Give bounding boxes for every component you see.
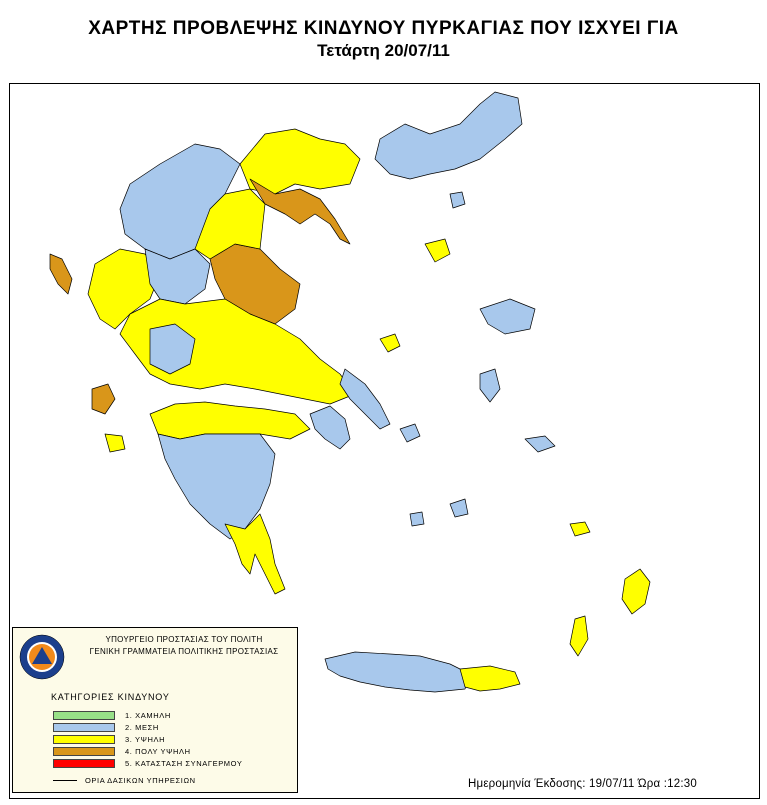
island-karpathos — [570, 616, 588, 656]
issue-date: Ημερομηνία Έκδοσης: 19/07/11 Ώρα :12:30 — [468, 778, 697, 790]
legend-label-low: 1. ΧΑΜΗΛΗ — [125, 710, 171, 720]
legend-row-alarm — [53, 758, 242, 768]
island-lemnos — [425, 239, 450, 262]
region-kefalonia — [92, 384, 115, 414]
legend-panel — [12, 627, 298, 793]
region-pindus — [145, 249, 210, 304]
island-thasos — [450, 192, 465, 208]
region-corfu — [50, 254, 72, 294]
region-chalkidiki — [250, 179, 350, 244]
legend-label-very-high: 4. ΠΟΛΥ ΥΨΗΛΗ — [125, 746, 191, 756]
swatch-medium — [53, 723, 115, 732]
legend-row-very-high — [53, 746, 191, 756]
region-rhodes — [622, 569, 650, 614]
legend-row-medium — [53, 722, 159, 732]
map-title — [0, 18, 767, 62]
swatch-alarm — [53, 759, 115, 768]
legend-label-boundaries: ΟΡΙΑ ΔΑΣΙΚΩΝ ΥΠΗΡΕΣΙΩΝ — [85, 776, 196, 785]
region-crete-east — [460, 666, 520, 691]
legend-row-boundaries — [53, 776, 196, 785]
region-attica — [310, 406, 350, 449]
region-crete-west — [325, 652, 470, 692]
region-achaia — [150, 402, 310, 439]
legend-label-medium: 2. ΜΕΣΗ — [125, 722, 159, 732]
region-thrace — [375, 92, 522, 179]
legend-row-high — [53, 734, 165, 744]
island-cyclades-2 — [450, 499, 468, 517]
title-line-1: ΧΑΡΤΗΣ ΠΡΟΒΛΕΨΗΣ ΚΙΝΔΥΝΟΥ ΠΥΡΚΑΓΙΑΣ ΠΟΥ ΙΣΧΥΕΙ ΓΙΑ — [88, 18, 679, 39]
island-cyclades-3 — [410, 512, 424, 526]
legend-row-low — [53, 710, 171, 720]
swatch-low — [53, 711, 115, 720]
title-date: Τετάρτη 20/07/11 — [317, 41, 450, 60]
categories-title: ΚΑΤΗΓΟΡΙΕΣ ΚΙΝΔΥΝΟΥ — [51, 692, 170, 702]
island-skyros — [380, 334, 400, 352]
boundary-line-symbol — [53, 780, 77, 781]
swatch-high — [53, 735, 115, 744]
island-chios — [480, 369, 500, 402]
island-samos — [525, 436, 555, 452]
ministry-line-1: ΥΠΟΥΡΓΕΙΟ ΠΡΟΣΤΑΣΙΑΣ ΤΟΥ ΠΟΛΙΤΗ — [105, 635, 263, 644]
region-zakynthos — [105, 434, 125, 452]
island-cyclades-1 — [400, 424, 420, 442]
region-evia — [340, 369, 390, 429]
ministry-name — [73, 634, 295, 658]
swatch-very-high — [53, 747, 115, 756]
legend-label-high: 3. ΥΨΗΛΗ — [125, 734, 166, 744]
legend-label-alarm: 5. ΚΑΤΑΣΤΑΣΗ ΣΥΝΑΓΕΡΜΟΥ — [125, 758, 243, 768]
civil-protection-emblem — [19, 634, 65, 680]
region-laconia — [225, 514, 285, 594]
island-lesvos — [480, 299, 535, 334]
island-kos — [570, 522, 590, 536]
ministry-line-2: ΓΕΝΙΚΗ ΓΡΑΜΜΑΤΕΙΑ ΠΟΛΙΤΙΚΗΣ ΠΡΟΣΤΑΣΙΑΣ — [89, 647, 279, 656]
